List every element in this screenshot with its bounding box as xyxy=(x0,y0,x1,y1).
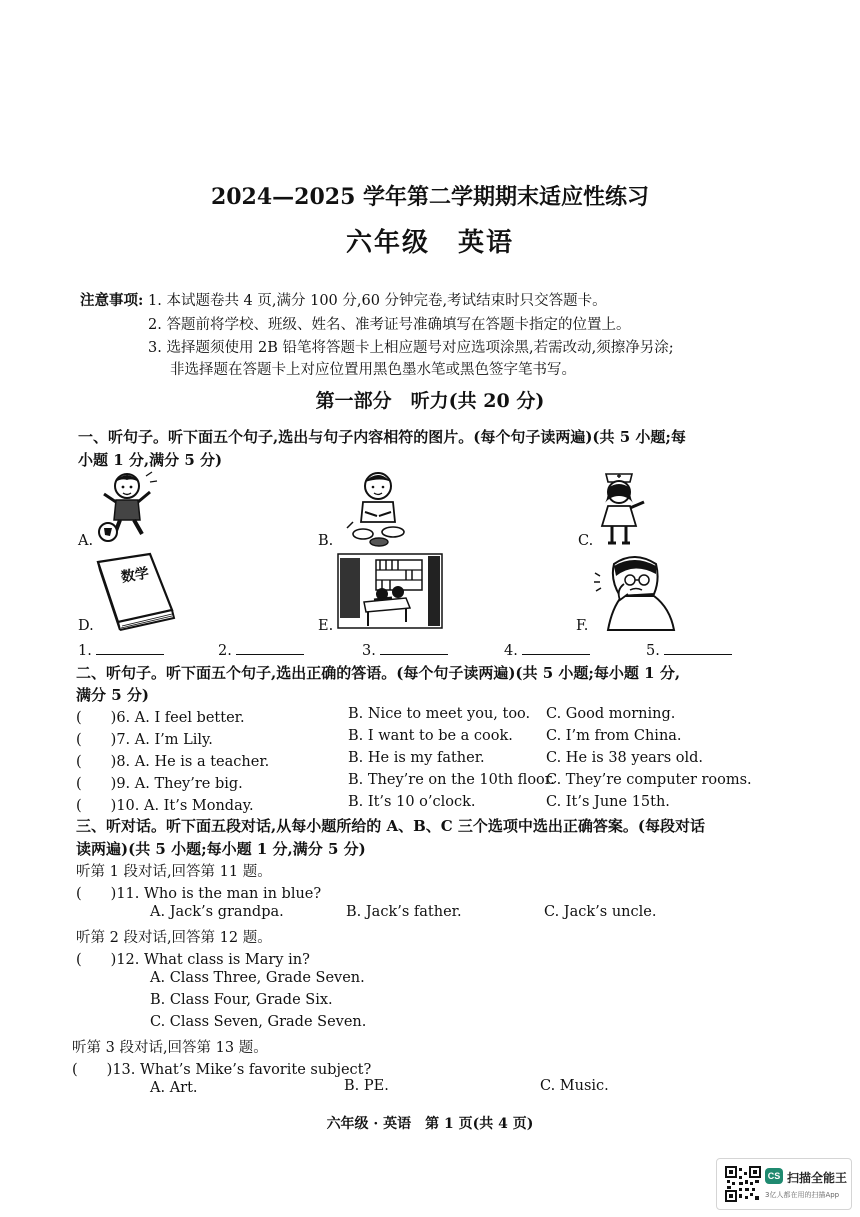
question-12: ( )12. What class is Mary in? xyxy=(76,952,310,968)
math-book-text: 数学 xyxy=(119,565,151,586)
part1-title: 第一部分 听力(共 20 分) xyxy=(315,390,545,412)
notice-item-1: 1. 本试题卷共 4 页,满分 100 分,60 分钟完卷,考试结束时只交答题卡。 xyxy=(148,293,607,309)
question-8: ( )8. A. He is a teacher. xyxy=(76,754,270,770)
notice-item-3: 3. 选择题须使用 2B 铅笔将答题卡上相应题号对应选项涂黑,若需改动,须擦净另涂; xyxy=(148,340,674,356)
picture-label-b: B. xyxy=(318,533,334,549)
section3-heading-2: 读两遍)(共 5 小题;每小题 1 分,满分 5 分) xyxy=(76,840,366,858)
notice-label: 注意事项: xyxy=(80,292,144,309)
question-12-option-a: A. Class Three, Grade Seven. xyxy=(150,970,365,986)
answer-blank-5[interactable]: 5. xyxy=(646,640,732,659)
question-10-option-c: C. It’s June 15th. xyxy=(546,794,670,810)
question-11-option-a: A. Jack’s grandpa. xyxy=(150,904,284,920)
picture-label-f: F. xyxy=(576,618,589,634)
notice-item-3b: 非选择题在答题卡上对应位置用黑色墨水笔或黑色签字笔书写。 xyxy=(170,362,576,378)
question-6-option-b: B. Nice to meet you, too. xyxy=(348,706,531,722)
picture-label-d: D. xyxy=(78,618,94,634)
picture-label-c: C. xyxy=(578,533,594,549)
answer-blank-4[interactable]: 4. xyxy=(504,640,590,659)
question-7: ( )7. A. I’m Lily. xyxy=(76,732,213,748)
sick-man-icon xyxy=(594,554,680,634)
question-10: ( )10. A. It’s Monday. xyxy=(76,798,254,814)
section3-heading: 三、听对话。听下面五段对话,从每小题所给的 A、B、C 三个选项中选出正确答案。(每段对话 xyxy=(76,817,706,835)
picture-label-e: E. xyxy=(318,618,334,634)
notice-item-2: 2. 答题前将学校、班级、姓名、准考证号准确填写在答题卡指定的位置上。 xyxy=(148,317,631,333)
question-11: ( )11. Who is the man in blue? xyxy=(76,886,322,902)
question-8-option-b: B. He is my father. xyxy=(348,750,485,766)
boy-eating-icon xyxy=(345,468,415,548)
question-10-option-b: B. It’s 10 o’clock. xyxy=(348,794,476,810)
question-9: ( )9. A. They’re big. xyxy=(76,776,243,792)
question-12-option-b: B. Class Four, Grade Six. xyxy=(150,992,333,1008)
question-6: ( )6. A. I feel better. xyxy=(76,710,245,726)
math-book-icon xyxy=(92,552,176,632)
library-reading-icon xyxy=(336,552,446,632)
section1-heading: 一、听句子。听下面五个句子,选出与句子内容相符的图片。(每个句子读两遍)(共 5 小题;每 xyxy=(78,428,686,446)
section1-heading-2: 小题 1 分,满分 5 分) xyxy=(78,451,223,469)
question-13-option-a: A. Art. xyxy=(150,1080,198,1096)
boy-playing-football-icon xyxy=(92,470,162,545)
dialogue-2-instruction: 听第 2 段对话,回答第 12 题。 xyxy=(76,930,272,946)
question-9-option-b: B. They’re on the 10th floor. xyxy=(348,772,555,788)
dialogue-3-instruction: 听第 3 段对话,回答第 13 题。 xyxy=(72,1040,268,1056)
exam-subtitle: 六年级 英语 xyxy=(345,228,514,258)
nurse-icon xyxy=(592,466,650,548)
question-8-option-c: C. He is 38 years old. xyxy=(546,750,704,766)
question-13-option-c: C. Music. xyxy=(540,1078,609,1094)
picture-label-a: A. xyxy=(78,533,94,549)
question-6-option-c: C. Good morning. xyxy=(546,706,676,722)
question-11-option-c: C. Jack’s uncle. xyxy=(544,904,657,920)
question-7-option-b: B. I want to be a cook. xyxy=(348,728,513,744)
question-7-option-c: C. I’m from China. xyxy=(546,728,682,744)
qr-code-icon xyxy=(725,1166,761,1202)
question-12-option-c: C. Class Seven, Grade Seven. xyxy=(150,1014,367,1030)
answer-blank-3[interactable]: 3. xyxy=(362,640,448,659)
dialogue-1-instruction: 听第 1 段对话,回答第 11 题。 xyxy=(76,864,272,880)
answer-blank-1[interactable]: 1. xyxy=(78,640,164,659)
question-9-option-c: C. They’re computer rooms. xyxy=(546,772,752,788)
answer-blank-2[interactable]: 2. xyxy=(218,640,304,659)
exam-title: 2024—2025 学年第二学期期末适应性练习 xyxy=(210,184,650,210)
page-footer: 六年级 · 英语 第 1 页(共 4 页) xyxy=(326,1116,534,1132)
scanner-tagline: 3亿人都在用的扫描App xyxy=(765,1191,840,1199)
camscanner-logo-icon: CS xyxy=(765,1168,783,1184)
section2-heading: 二、听句子。听下面五个句子,选出正确的答语。(每个句子读两遍)(共 5 小题;每小题 1 分, xyxy=(76,664,681,682)
question-11-option-b: B. Jack’s father. xyxy=(346,904,462,920)
scanner-watermark xyxy=(716,1158,852,1210)
question-13-option-b: B. PE. xyxy=(344,1078,389,1094)
scanner-app-name: 扫描全能王 xyxy=(787,1171,848,1185)
question-13: ( )13. What’s Mike’s favorite subject? xyxy=(72,1062,372,1078)
section2-heading-2: 满分 5 分) xyxy=(76,686,149,704)
